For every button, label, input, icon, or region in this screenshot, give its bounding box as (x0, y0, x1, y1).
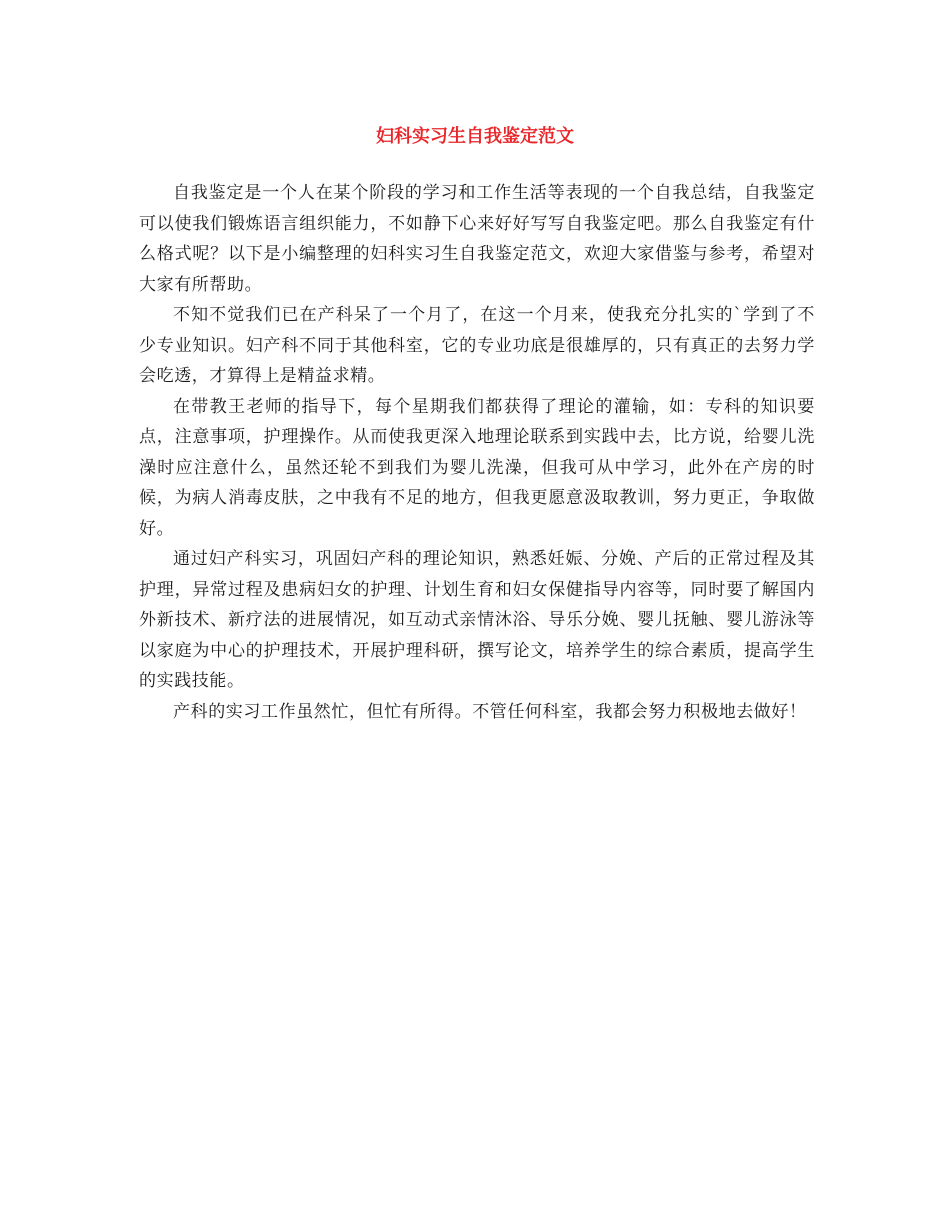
document-body (139, 178, 815, 727)
paragraph-first-month: 不知不觉我们已在产科呆了一个月了，在这一个月来，使我充分扎实的`学到了不少专业知识。妇产科不同于其他科室，它的专业功底是很雄厚的，只有真正的去努力学会吃透，才算得上是精益求精。 (139, 305, 815, 386)
paragraph-intro: 自我鉴定是一个人在某个阶段的学习和工作生活等表现的一个自我总结，自我鉴定可以使我们锻炼语言组织能力，不如静下心来好好写写自我鉴定吧。那么自我鉴定有什么格式呢？以下是小编整理的妇科实习生自我鉴定范文，欢迎大家借鉴与参考，希望对大家有所帮助。 (139, 183, 815, 295)
paragraph-conclusion: 产科的实习工作虽然忙，但忙有所得。不管任何科室，我都会努力积极地去做好！ (173, 701, 807, 722)
paragraph-internship-goals: 通过妇产科实习，巩固妇产科的理论知识，熟悉妊娠、分娩、产后的正常过程及其护理，异常过程及患病妇女的护理、计划生育和妇女保健指导内容等，同时要了解国内外新技术、新疗法的进展情况，如互动式亲情沐浴、导乐分娩、婴儿抚触、婴儿游泳等以家庭为中心的护理技术，开展护理科研，撰写论文，培养学生的综合素质，提高学生的实践技能。 (139, 549, 815, 691)
document-title: 妇科实习生自我鉴定范文 (376, 126, 574, 147)
paragraph-teacher-guidance: 在带教王老师的指导下，每个星期我们都获得了理论的灌输，如：专科的知识要点，注意事项，护理操作。从而使我更深入地理论联系到实践中去，比方说，给婴儿洗澡时应注意什么，虽然还轮不到我们为婴儿洗澡，但我可从中学习，此外在产房的时候，为病人消毒皮肤，之中我有不足的地方，但我更愿意汲取教训，努力更正，争取做好。 (139, 396, 815, 539)
